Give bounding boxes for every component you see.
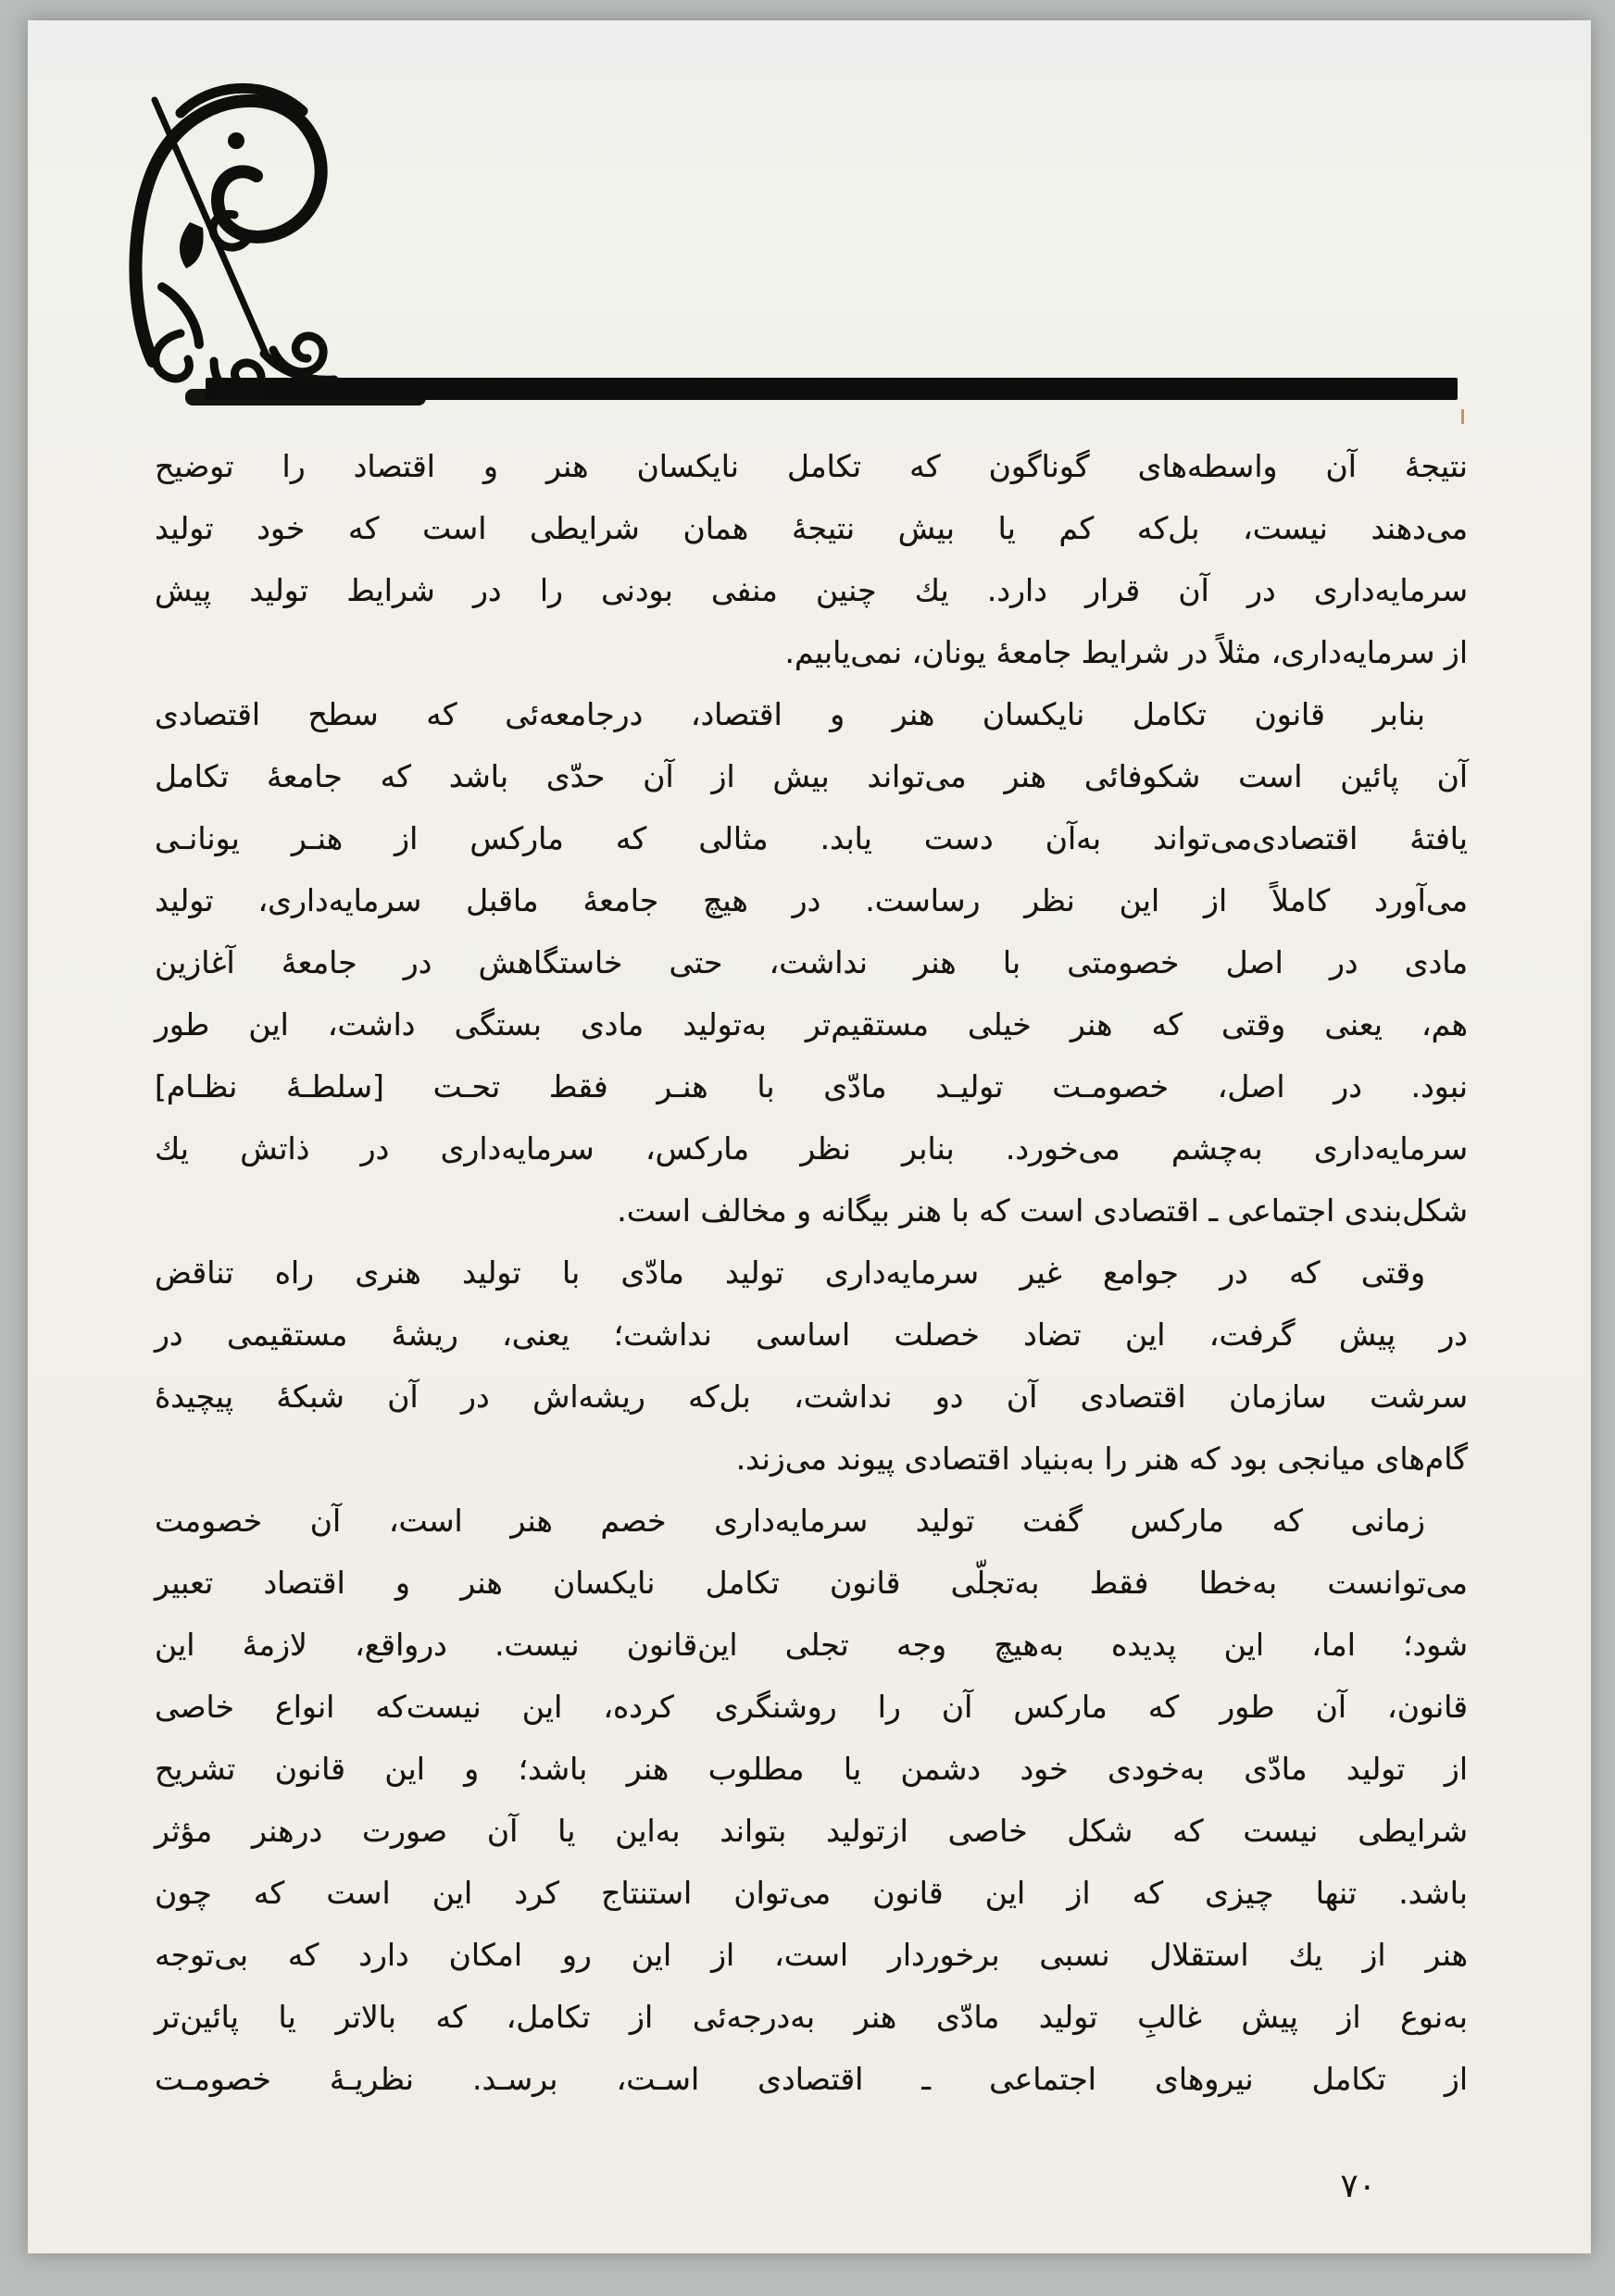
text-line: هنر از يك استقلال نسبی برخوردار است، از اين رو امكان دارد كه بی‌توجه: [155, 1937, 1468, 1973]
text-line: سرمايه‌داری به‌چشم می‌خورد. بنابر نظر ماركس، سرمايه‌داری در ذاتش يك: [155, 1130, 1468, 1167]
text-line: باشد. تنها چيزی كه از اين قانون می‌توان استنتاج كرد اين است كه چون: [155, 1875, 1468, 1911]
text-line: گام‌های ميانجی بود كه هنر را به‌بنياد اقتصادی پيوند می‌زند.: [735, 1441, 1468, 1477]
text-line: بنابر قانون تكامل نايكسان هنر و اقتصاد، درجامعه‌ئی كه سطح اقتصادی: [155, 696, 1425, 732]
text-line: مادی در اصل خصومتی با هنر نداشت، حتی خاستگاهش در جامعهٔ آغازين: [155, 944, 1468, 980]
text-line: سرشت سازمان اقتصادی آن دو نداشت، بل‌كه ريشه‌اش در آن شبكهٔ پيچيدهٔ: [155, 1379, 1468, 1415]
text-line: از توليد مادّی به‌خودی خود دشمن يا مطلوب هنر باشد؛ و اين قانون تشريح: [155, 1751, 1468, 1787]
text-line: نبود. در اصل، خصومـت توليـد مادّی با هنـر فقط تحـت [سلطـهٔ نظـام]: [155, 1068, 1468, 1104]
text-line: شود؛ اما، اين پديده به‌هيچ وجه تجلی اين‌قانون نيست. درواقع، لازمهٔ اين: [155, 1627, 1468, 1663]
text-line: هم، يعنی وقتی كه هنر خيلی مستقيم‌تر به‌توليد مادی بستگی داشت، اين طور: [155, 1006, 1468, 1042]
section-divider-rule: [206, 378, 1458, 400]
ornament-flourish-icon: [125, 56, 343, 426]
text-line: می‌توانست به‌خطا فقط به‌تجلّی قانون تكامل نايكسان هنر و اقتصاد تعبير: [155, 1565, 1468, 1601]
text-line: سرمايه‌داری در آن قرار دارد. يك چنين منفی بودنی را در شرايط توليد پيش: [155, 572, 1468, 608]
text-line: می‌دهند نيست، بل‌كه كم يا بيش نتيجهٔ همان شرايطی است كه خود توليد: [155, 510, 1468, 546]
scan-artifact-mark: [1461, 409, 1464, 424]
text-line: شكل‌بندی اجتماعی ـ اقتصادی است كه با هنر بيگانه و مخالف است.: [617, 1192, 1468, 1229]
body-text: [155, 435, 1468, 2110]
text-line: در پيش گرفت، اين تضاد خصلت اساسی نداشت؛ يعنی، ريشهٔ مستقيمی در: [155, 1316, 1468, 1353]
page-number: ۷۰: [1340, 2167, 1376, 2205]
text-line: به‌نوع از پيش غالبِ توليد مادّی هنر به‌درجه‌ئی از تكامل، كه بالاتر يا پائين‌تر: [155, 1999, 1468, 2035]
text-line: آن پائين است شكوفائی هنر می‌تواند بيش از آن حدّی باشد كه جامعهٔ تكامل: [155, 758, 1468, 794]
text-line: شرايطی نيست كه شكل خاصی ازتوليد بتواند به‌اين يا آن صورت درهنر مؤثر: [155, 1813, 1468, 1849]
paragraph: [155, 1490, 1468, 2110]
paragraph: [155, 683, 1468, 1242]
text-line: می‌آورد كاملاً از اين نظر رساست. در هيچ جامعهٔ ماقبل سرمايه‌داری، توليد: [155, 882, 1468, 918]
text-line: زمانی كه ماركس گفت توليد سرمايه‌داری خصم هنر است، آن خصومت: [155, 1503, 1425, 1539]
text-line: وقتی كه در جوامع غير سرمايه‌داری توليد مادّی با توليد هنری راه تناقض: [155, 1254, 1425, 1291]
text-line: از سرمايه‌داری، مثلاً در شرايط جامعهٔ يونان، نمی‌يابيم.: [784, 634, 1468, 670]
text-line: قانون، آن طور كه ماركس آن را روشنگری كرده، اين نيست‌كه انواع خاصی: [155, 1689, 1468, 1725]
text-line: نتيجهٔ آن واسطه‌های گوناگون كه تكامل نايكسان هنر و اقتصاد را توضيح: [155, 448, 1468, 484]
paragraph: [155, 1242, 1468, 1490]
paper-sheet: [28, 20, 1591, 2253]
text-line: از تكامل نيروهای اجتماعی ـ اقتصادی اسـت، برسـد. نظريـهٔ خصومـت: [155, 2061, 1468, 2097]
paragraph: [155, 435, 1468, 683]
text-line: يافتهٔ اقتصادی‌می‌تواند به‌آن دست يابد. مثالی كه ماركس از هنـر يونانـی: [155, 820, 1468, 856]
